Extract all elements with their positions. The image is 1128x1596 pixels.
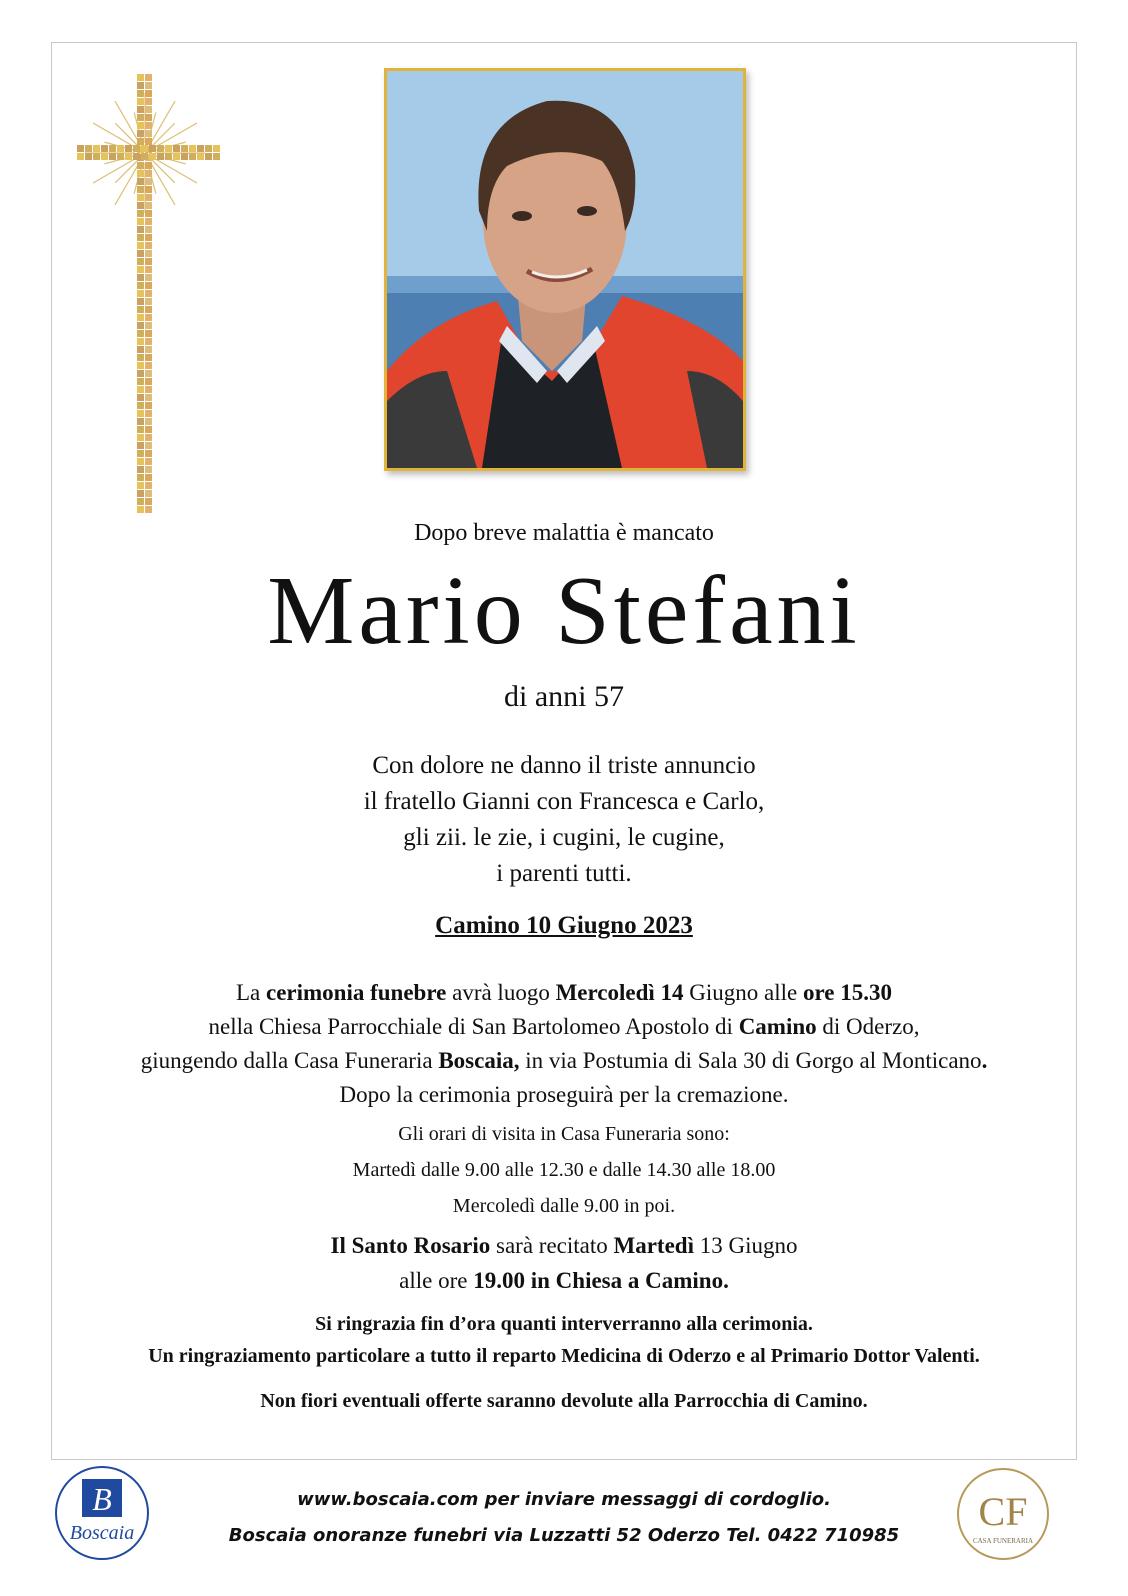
svg-text:B: B [92,1481,112,1517]
ceremony-line-3: giungendo dalla Casa Funeraria Boscaia, in via Postumia di Sala 30 di Gorgo al Monticano. [140,1048,988,1073]
svg-text:CF: CF [978,1489,1028,1534]
ceremony-line-4: Dopo la cerimonia proseguirà per la cremazione. [339,1082,789,1107]
visits-line: Gli orari di visita in Casa Funeraria sono: [398,1123,730,1145]
footer-address: Boscaia onoranze funebri via Luzzatti 52 Oderzo Tel. 0422 710985 [228,1525,900,1546]
rosary-line-2: alle ore 19.00 in Chiesa a Camino. [399,1268,729,1293]
thanks-line: Si ringrazia fin d’ora quanti interverranno alla cerimonia. [315,1313,813,1335]
announcement-line: i parenti tutti. [496,860,632,887]
announcement-line: il fratello Gianni con Francesca e Carlo, [363,788,765,815]
announcement-block [0,748,1128,892]
visiting-hours [0,1116,1128,1224]
visits-line: Mercoledì dalle 9.00 in poi. [452,1195,676,1217]
boscaia-logo [54,1465,150,1561]
flowers-note: Non fiori eventuali offerte saranno devolute alla Parrocchia di Camino. [260,1390,868,1412]
rosary-block [0,1228,1128,1298]
ceremony-line-1: La cerimonia funebre avrà luogo Mercoledì 14 Giugno alle ore 15.30 [235,980,892,1005]
casa-funeraria-logo [956,1467,1050,1561]
footer-website[interactable]: www.boscaia.com per inviare messaggi di cordoglio. [297,1489,831,1510]
intro-text: Dopo breve malattia è mancato [414,520,714,546]
thanks-line: Un ringraziamento particolare a tutto il reparto Medicina di Oderzo e al Primario Dottor Valenti. [148,1345,980,1367]
thanks-block [0,1308,1128,1372]
svg-text:Boscaia: Boscaia [69,1522,135,1544]
cross-icon [70,70,230,530]
svg-text:CASA FUNERARIA: CASA FUNERARIA [972,1537,1034,1545]
deceased-name: Mario Stefani [267,557,861,665]
ceremony-line-2: nella Chiesa Parrocchiale di San Bartolomeo Apostolo di Camino di Oderzo, [208,1014,920,1039]
ceremony-block [0,976,1128,1112]
rosary-line-1: Il Santo Rosario sarà recitato Martedì 13 Giugno [330,1233,798,1258]
announcement-line: Con dolore ne danno il triste annuncio [372,752,756,779]
visits-line: Martedì dalle 9.00 alle 12.30 e dalle 14.30 alle 18.00 [352,1159,776,1181]
deceased-age: di anni 57 [504,680,624,713]
portrait-photo [384,68,746,471]
place-date: Camino 10 Giugno 2023 [435,912,693,939]
announcement-line: gli zii. le zie, i cugini, le cugine, [403,824,725,851]
